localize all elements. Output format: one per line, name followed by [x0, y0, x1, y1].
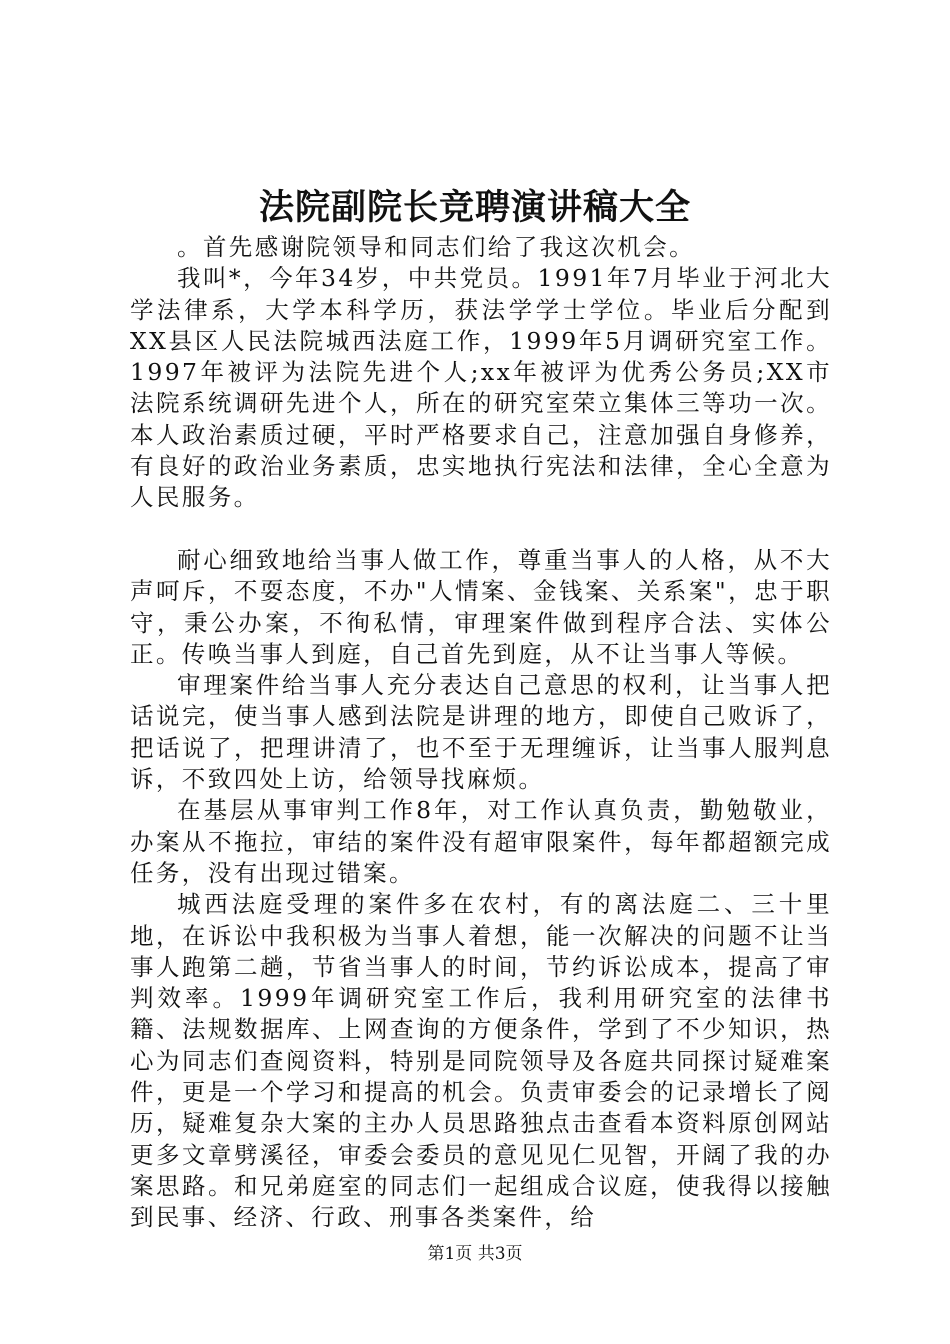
document-title: 法院副院长竞聘演讲稿大全 [258, 187, 691, 228]
paragraph-introduction: 我叫*，今年34岁，中共党员。1991年7月毕业于河北大学法律系，大学本科学历，获法学学士学位。毕业后分配到XX县区人民法院城西法庭工作，1999年5月调研究室工作。1997年被评为法院先进个人;xx年被评为优秀公务员;XX市法院系统调研先进个人，所在的研究室荣立集体三等功一次。本人政治素质过硬，平时严格要求自己，注意加强自身修养，有良好的政治业务素质，忠实地执行宪法和法律，全心全意为人民服务。 [130, 264, 832, 512]
paragraph-chengxi-court: 城西法庭受理的案件多在农村，有的离法庭二、三十里地，在诉讼中我积极为当事人着想，能一次解决的问题不让当事人跑第二趟，节省当事人的时间，节约诉讼成本，提高了审判效率。1999年调研究室工作后，我利用研究室的法律书籍、法规数据库、上网查询的方便条件，学到了不少知识，热心为同志们查阅资料，特别是同院领导及各庭共同探讨疑难案件，更是一个学习和提高的机会。负责审委会的记录增长了阅历，疑难复杂大案的主办人员思路独点击查看本资料原创网站更多文章劈溪径，审委会委员的意见见仁见智，开阔了我的办案思路。和兄弟庭室的同志们一起组成合议庭，使我得以接触到民事、经济、行政、刑事各类案件，给 [130, 890, 832, 1232]
paragraph-opening: 。首先感谢院领导和同志们给了我这次机会。 [177, 233, 695, 261]
paragraph-patience: 耐心细致地给当事人做工作，尊重当事人的人格，从不大声呵斥，不耍态度，不办"人情案、金钱案、关系案"，忠于职守，秉公办案，不徇私情，审理案件做到程序合法、实体公正。传唤当事人到庭，自己首先到庭，从不让当事人等候。 [130, 545, 832, 668]
document-body [130, 232, 832, 1234]
paragraph-rights: 审理案件给当事人充分表达自己意思的权利，让当事人把话说完，使当事人感到法院是讲理的地方，即使自己败诉了，把话说了，把理讲清了，也不至于无理缠诉，让当事人服判息诉，不致四处上访，给领导找麻烦。 [130, 671, 832, 794]
page-footer: 第1页 共3页 [427, 1244, 523, 1264]
paragraph-experience: 在基层从事审判工作8年，对工作认真负责，勤勉敬业，办案从不拖拉，审结的案件没有超审限案件，每年都超额完成任务，没有出现过错案。 [130, 796, 832, 887]
